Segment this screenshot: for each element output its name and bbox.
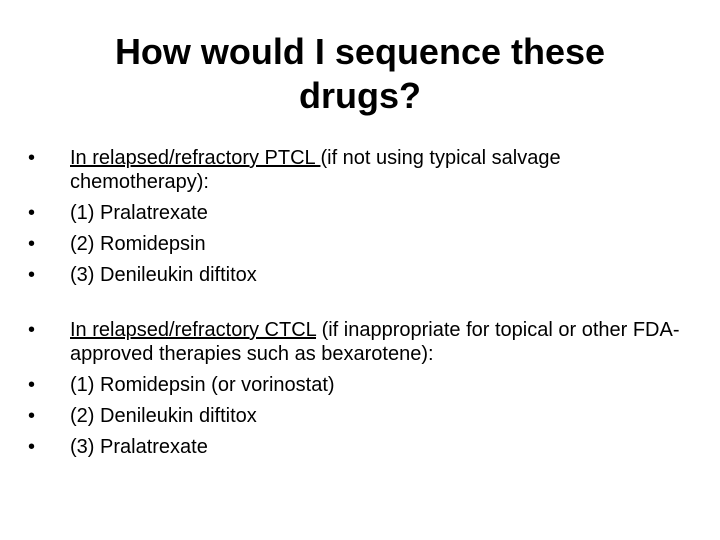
ctcl-drug-1: (1) Romidepsin (or vorinostat) xyxy=(70,374,335,396)
slide-title xyxy=(60,30,660,118)
bullet-icon: • xyxy=(28,374,36,396)
ptcl-heading: In relapsed/refractory PTCL xyxy=(70,147,321,169)
ctcl-condition: (if inappropriate for topical or other FDA-approved therapies such as bexarotene): xyxy=(70,319,680,365)
bullet-item-ptcl-1 xyxy=(28,201,696,225)
title-line-2: drugs? xyxy=(299,75,421,116)
ctcl-drug-3: (3) Pralatrexate xyxy=(70,436,208,458)
ctcl-heading: In relapsed/refractory CTCL xyxy=(70,319,317,341)
bullet-icon: • xyxy=(28,202,36,224)
bullet-item-ptcl-2 xyxy=(28,232,696,256)
bullet-icon: • xyxy=(28,436,36,458)
bullet-icon: • xyxy=(28,147,36,169)
title-line-1: How would I sequence these xyxy=(114,31,606,72)
bullet-item-ctcl-lead xyxy=(28,318,696,366)
bullet-icon: • xyxy=(28,405,36,427)
bullet-item-ctcl-3 xyxy=(28,435,696,459)
ptcl-drug-1: (1) Pralatrexate xyxy=(70,202,208,224)
bullet-icon: • xyxy=(28,233,36,255)
bullet-item-ctcl-1 xyxy=(28,373,696,397)
ptcl-condition: (if not using typical salvage chemotherapy): xyxy=(70,147,561,193)
bullet-item-ctcl-2 xyxy=(28,404,696,428)
bullet-item-ptcl-3 xyxy=(28,263,696,287)
ptcl-drug-3: (3) Denileukin diftitox xyxy=(70,264,257,286)
ctcl-drug-2: (2) Denileukin diftitox xyxy=(70,405,257,427)
bullet-item-ptcl-lead xyxy=(28,146,696,194)
bullet-icon: • xyxy=(28,264,36,286)
bullet-icon: • xyxy=(28,319,36,341)
ptcl-drug-2: (2) Romidepsin xyxy=(70,233,206,255)
bullet-list xyxy=(28,146,696,466)
